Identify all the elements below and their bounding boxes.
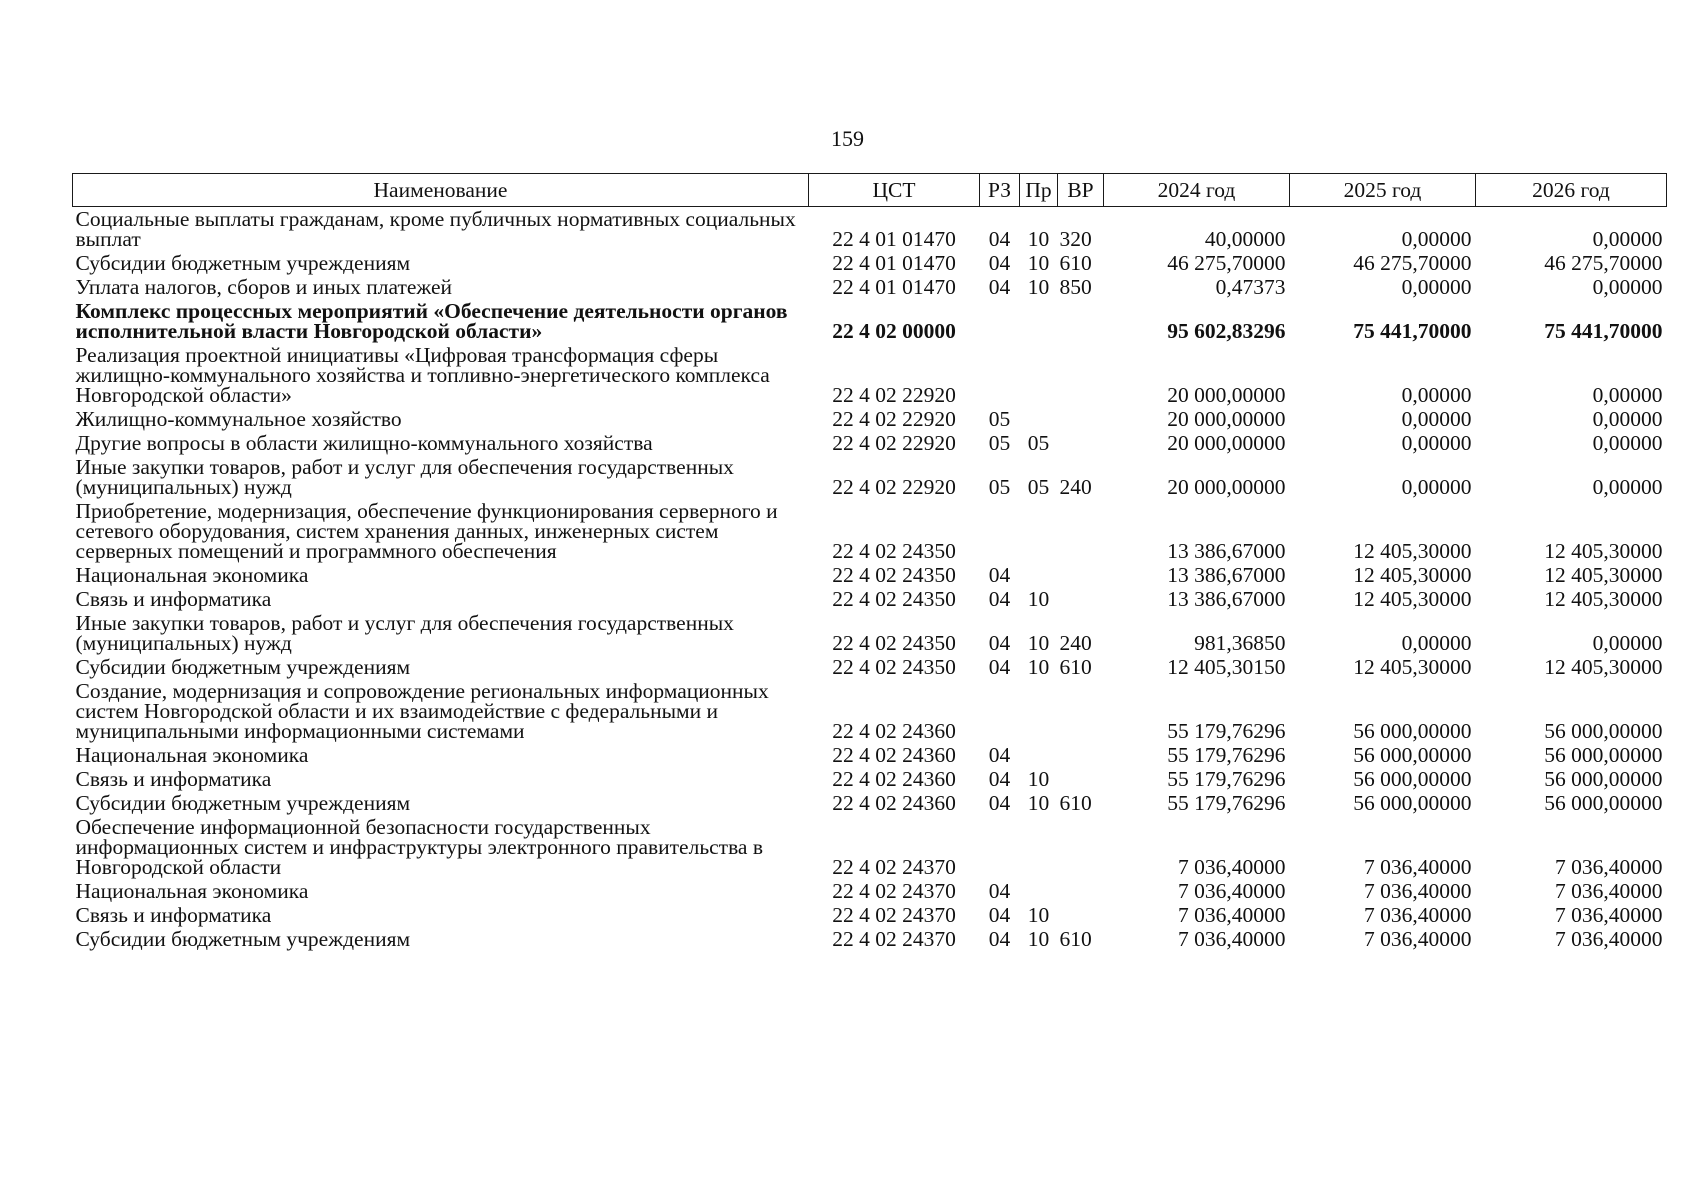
row-vr bbox=[1058, 299, 1104, 343]
row-cst: 22 4 02 22920 bbox=[832, 431, 956, 455]
row-name: Создание, модернизация и сопровождение региональных информационных систем Новгородской области и их взаимодействие с федеральными и муниципальными информационными системами bbox=[75, 679, 769, 743]
row-value-2026: 0,00000 bbox=[1592, 631, 1663, 655]
row-pr: 10 bbox=[1027, 275, 1050, 299]
row-value-2024: 20 000,00000 bbox=[1167, 475, 1286, 499]
row-value-2024: 13 386,67000 bbox=[1167, 587, 1286, 611]
table-row bbox=[73, 407, 1667, 431]
row-rz: 04 bbox=[988, 227, 1011, 251]
table-header bbox=[73, 174, 1667, 207]
row-value-2024: 13 386,67000 bbox=[1167, 563, 1286, 587]
row-vr bbox=[1058, 343, 1104, 407]
table-row bbox=[73, 431, 1667, 455]
row-value-2026: 12 405,30000 bbox=[1544, 539, 1663, 563]
row-value-2025: 75 441,70000 bbox=[1353, 319, 1472, 343]
row-name: Иные закупки товаров, работ и услуг для обеспечения государственных (муниципальных) нужд bbox=[75, 455, 734, 499]
row-pr: 10 bbox=[1027, 631, 1050, 655]
row-value-2026: 0,00000 bbox=[1592, 383, 1663, 407]
row-value-2024: 20 000,00000 bbox=[1167, 383, 1286, 407]
row-value-2026: 7 036,40000 bbox=[1555, 879, 1663, 903]
row-vr bbox=[1058, 879, 1104, 903]
row-cst: 22 4 02 24350 bbox=[832, 539, 956, 563]
row-value-2024: 13 386,67000 bbox=[1167, 539, 1286, 563]
row-value-2025: 12 405,30000 bbox=[1353, 539, 1472, 563]
row-vr bbox=[1058, 815, 1104, 879]
row-value-2025: 12 405,30000 bbox=[1353, 563, 1472, 587]
row-cst: 22 4 02 22920 bbox=[832, 407, 956, 431]
row-rz: 04 bbox=[988, 879, 1011, 903]
row-pr: 10 bbox=[1027, 903, 1050, 927]
row-pr: 10 bbox=[1027, 251, 1050, 275]
page-number: 159 bbox=[831, 126, 864, 151]
row-pr: 10 bbox=[1027, 767, 1050, 791]
row-value-2024: 7 036,40000 bbox=[1178, 879, 1286, 903]
row-name: Иные закупки товаров, работ и услуг для обеспечения государственных (муниципальных) нужд bbox=[75, 611, 734, 655]
row-value-2024: 55 179,76296 bbox=[1167, 743, 1286, 767]
row-name: Связь и информатика bbox=[75, 767, 272, 791]
row-vr bbox=[1058, 563, 1104, 587]
row-value-2026: 56 000,00000 bbox=[1544, 791, 1663, 815]
row-value-2025: 7 036,40000 bbox=[1364, 879, 1472, 903]
row-rz: 04 bbox=[988, 587, 1011, 611]
table-row bbox=[73, 903, 1667, 927]
row-cst: 22 4 02 24350 bbox=[832, 563, 956, 587]
row-value-2026: 56 000,00000 bbox=[1544, 743, 1663, 767]
table-row bbox=[73, 563, 1667, 587]
row-value-2025: 0,00000 bbox=[1401, 383, 1472, 407]
table-row bbox=[73, 879, 1667, 903]
row-pr: 05 bbox=[1027, 431, 1050, 455]
row-value-2025: 0,00000 bbox=[1401, 431, 1472, 455]
table-row bbox=[73, 611, 1667, 655]
row-vr: 240 bbox=[1059, 475, 1092, 499]
row-vr bbox=[1058, 431, 1104, 455]
row-value-2024: 55 179,76296 bbox=[1167, 791, 1286, 815]
row-value-2026: 7 036,40000 bbox=[1555, 903, 1663, 927]
row-vr: 850 bbox=[1059, 275, 1092, 299]
row-value-2025: 0,00000 bbox=[1401, 407, 1472, 431]
row-rz: 04 bbox=[988, 743, 1011, 767]
row-rz: 04 bbox=[988, 655, 1011, 679]
header-pr: Пр bbox=[1020, 174, 1058, 207]
table-row bbox=[73, 275, 1667, 299]
table-row bbox=[73, 791, 1667, 815]
row-value-2025: 12 405,30000 bbox=[1353, 587, 1472, 611]
row-value-2026: 7 036,40000 bbox=[1555, 927, 1663, 951]
row-name: Реализация проектной инициативы «Цифровая трансформация сферы жилищно-коммунального хозяйства и топливно-энергетического комплекса Новгородской области» bbox=[75, 343, 770, 407]
row-value-2026: 56 000,00000 bbox=[1544, 767, 1663, 791]
row-name: Социальные выплаты гражданам, кроме публичных нормативных социальных выплат bbox=[75, 207, 796, 251]
row-cst: 22 4 02 24370 bbox=[832, 903, 956, 927]
header-rz: РЗ bbox=[980, 174, 1020, 207]
row-value-2024: 0,47373 bbox=[1215, 275, 1286, 299]
row-pr: 10 bbox=[1027, 587, 1050, 611]
row-pr bbox=[1020, 879, 1058, 903]
row-vr: 610 bbox=[1059, 791, 1092, 815]
row-name: Комплекс процессных мероприятий «Обеспечение деятельности органов исполнительной власти Новгородской области» bbox=[75, 299, 788, 343]
row-value-2026: 12 405,30000 bbox=[1544, 655, 1663, 679]
row-value-2024: 7 036,40000 bbox=[1178, 903, 1286, 927]
table-row bbox=[73, 815, 1667, 879]
row-cst: 22 4 02 24350 bbox=[832, 587, 956, 611]
row-value-2025: 56 000,00000 bbox=[1353, 767, 1472, 791]
row-name: Субсидии бюджетным учреждениям bbox=[75, 791, 411, 815]
row-rz: 04 bbox=[988, 791, 1011, 815]
header-2026: 2026 год bbox=[1476, 174, 1667, 207]
row-pr: 10 bbox=[1027, 791, 1050, 815]
row-name: Субсидии бюджетным учреждениям bbox=[75, 927, 411, 951]
row-value-2025: 12 405,30000 bbox=[1353, 655, 1472, 679]
table-body bbox=[73, 207, 1667, 952]
row-vr bbox=[1058, 407, 1104, 431]
row-name: Жилищно-коммунальное хозяйство bbox=[75, 407, 402, 431]
row-cst: 22 4 01 01470 bbox=[832, 251, 956, 275]
table-row bbox=[73, 587, 1667, 611]
row-vr bbox=[1058, 743, 1104, 767]
row-vr: 610 bbox=[1059, 927, 1092, 951]
header-row bbox=[73, 174, 1667, 207]
row-pr bbox=[1020, 343, 1058, 407]
header-2025: 2025 год bbox=[1290, 174, 1476, 207]
row-value-2025: 56 000,00000 bbox=[1353, 743, 1472, 767]
row-value-2025: 56 000,00000 bbox=[1353, 719, 1472, 743]
row-vr bbox=[1058, 499, 1104, 563]
row-name: Связь и информатика bbox=[75, 903, 272, 927]
row-rz bbox=[980, 499, 1020, 563]
row-cst: 22 4 02 24360 bbox=[832, 791, 956, 815]
row-value-2025: 0,00000 bbox=[1401, 475, 1472, 499]
header-cst: ЦСТ bbox=[809, 174, 980, 207]
row-value-2024: 7 036,40000 bbox=[1178, 927, 1286, 951]
row-pr: 10 bbox=[1027, 227, 1050, 251]
table-row bbox=[73, 455, 1667, 499]
row-rz: 04 bbox=[988, 563, 1011, 587]
row-cst: 22 4 02 24370 bbox=[832, 879, 956, 903]
row-pr bbox=[1020, 679, 1058, 743]
header-name: Наименование bbox=[73, 174, 809, 207]
row-vr bbox=[1058, 679, 1104, 743]
table-row bbox=[73, 343, 1667, 407]
row-rz bbox=[980, 299, 1020, 343]
row-value-2026: 12 405,30000 bbox=[1544, 587, 1663, 611]
table-row bbox=[73, 207, 1667, 252]
table-row bbox=[73, 767, 1667, 791]
row-name: Субсидии бюджетным учреждениям bbox=[75, 251, 411, 275]
row-value-2025: 7 036,40000 bbox=[1364, 927, 1472, 951]
row-vr: 240 bbox=[1059, 631, 1092, 655]
row-value-2025: 0,00000 bbox=[1401, 275, 1472, 299]
row-cst: 22 4 02 22920 bbox=[832, 475, 956, 499]
row-rz: 05 bbox=[988, 431, 1011, 455]
row-pr bbox=[1020, 743, 1058, 767]
row-rz: 04 bbox=[988, 927, 1011, 951]
row-name: Приобретение, модернизация, обеспечение функционирования серверного и сетевого оборудования, систем хранения данных, инженерных систем серверных помещений и программного обеспечения bbox=[75, 499, 778, 563]
row-pr: 10 bbox=[1027, 655, 1050, 679]
row-value-2026: 7 036,40000 bbox=[1555, 855, 1663, 879]
row-value-2024: 20 000,00000 bbox=[1167, 407, 1286, 431]
row-rz: 04 bbox=[988, 275, 1011, 299]
row-value-2024: 7 036,40000 bbox=[1178, 855, 1286, 879]
table-row bbox=[73, 251, 1667, 275]
table-row bbox=[73, 679, 1667, 743]
row-rz: 05 bbox=[988, 407, 1011, 431]
row-value-2026: 0,00000 bbox=[1592, 475, 1663, 499]
row-name: Обеспечение информационной безопасности государственных информационных систем и инфраструктуры электронного правительства в Новгородской области bbox=[75, 815, 764, 879]
row-rz: 04 bbox=[988, 903, 1011, 927]
row-pr: 10 bbox=[1027, 927, 1050, 951]
table-row bbox=[73, 743, 1667, 767]
table-row bbox=[73, 655, 1667, 679]
row-pr bbox=[1020, 563, 1058, 587]
row-name: Уплата налогов, сборов и иных платежей bbox=[75, 275, 453, 299]
row-cst: 22 4 02 24370 bbox=[832, 855, 956, 879]
row-vr: 610 bbox=[1059, 655, 1092, 679]
row-name: Связь и информатика bbox=[75, 587, 272, 611]
row-value-2024: 55 179,76296 bbox=[1167, 719, 1286, 743]
row-value-2024: 12 405,30150 bbox=[1167, 655, 1286, 679]
row-value-2025: 46 275,70000 bbox=[1353, 251, 1472, 275]
row-value-2024: 46 275,70000 bbox=[1167, 251, 1286, 275]
row-rz: 04 bbox=[988, 631, 1011, 655]
row-value-2026: 56 000,00000 bbox=[1544, 719, 1663, 743]
row-rz bbox=[980, 815, 1020, 879]
row-value-2024: 95 602,83296 bbox=[1167, 319, 1286, 343]
header-2024: 2024 год bbox=[1104, 174, 1290, 207]
row-value-2025: 56 000,00000 bbox=[1353, 791, 1472, 815]
row-value-2026: 0,00000 bbox=[1592, 431, 1663, 455]
row-value-2025: 7 036,40000 bbox=[1364, 855, 1472, 879]
row-cst: 22 4 02 24350 bbox=[832, 655, 956, 679]
row-rz: 05 bbox=[988, 475, 1011, 499]
row-value-2026: 0,00000 bbox=[1592, 275, 1663, 299]
row-value-2026: 0,00000 bbox=[1592, 227, 1663, 251]
row-value-2026: 0,00000 bbox=[1592, 407, 1663, 431]
row-vr: 320 bbox=[1059, 227, 1092, 251]
row-cst: 22 4 01 01470 bbox=[832, 275, 956, 299]
row-value-2026: 46 275,70000 bbox=[1544, 251, 1663, 275]
row-rz: 04 bbox=[988, 251, 1011, 275]
row-rz: 04 bbox=[988, 767, 1011, 791]
row-vr bbox=[1058, 903, 1104, 927]
row-vr bbox=[1058, 767, 1104, 791]
row-cst: 22 4 02 24360 bbox=[832, 767, 956, 791]
table-row bbox=[73, 927, 1667, 951]
row-cst: 22 4 02 24360 bbox=[832, 743, 956, 767]
row-value-2024: 40,00000 bbox=[1204, 227, 1286, 251]
row-vr bbox=[1058, 587, 1104, 611]
row-value-2025: 0,00000 bbox=[1401, 227, 1472, 251]
row-name: Другие вопросы в области жилищно-коммунального хозяйства bbox=[75, 431, 653, 455]
row-cst: 22 4 01 01470 bbox=[832, 227, 956, 251]
row-value-2025: 0,00000 bbox=[1401, 631, 1472, 655]
row-cst: 22 4 02 24350 bbox=[832, 631, 956, 655]
row-vr: 610 bbox=[1059, 251, 1092, 275]
row-pr bbox=[1020, 499, 1058, 563]
row-pr bbox=[1020, 815, 1058, 879]
row-pr bbox=[1020, 299, 1058, 343]
row-value-2026: 12 405,30000 bbox=[1544, 563, 1663, 587]
row-cst: 22 4 02 24360 bbox=[832, 719, 956, 743]
header-vr: ВР bbox=[1058, 174, 1104, 207]
row-value-2026: 75 441,70000 bbox=[1544, 319, 1663, 343]
row-rz bbox=[980, 679, 1020, 743]
row-value-2024: 20 000,00000 bbox=[1167, 431, 1286, 455]
budget-table bbox=[72, 173, 1667, 951]
row-name: Национальная экономика bbox=[75, 879, 309, 903]
row-cst: 22 4 02 00000 bbox=[832, 319, 956, 343]
table-row bbox=[73, 499, 1667, 563]
table-row bbox=[73, 299, 1667, 343]
row-value-2024: 55 179,76296 bbox=[1167, 767, 1286, 791]
row-pr bbox=[1020, 407, 1058, 431]
row-name: Национальная экономика bbox=[75, 743, 309, 767]
row-value-2024: 981,36850 bbox=[1194, 631, 1286, 655]
row-cst: 22 4 02 22920 bbox=[832, 383, 956, 407]
row-cst: 22 4 02 24370 bbox=[832, 927, 956, 951]
row-value-2025: 7 036,40000 bbox=[1364, 903, 1472, 927]
row-pr: 05 bbox=[1027, 475, 1050, 499]
row-name: Субсидии бюджетным учреждениям bbox=[75, 655, 411, 679]
row-rz bbox=[980, 343, 1020, 407]
row-name: Национальная экономика bbox=[75, 563, 309, 587]
